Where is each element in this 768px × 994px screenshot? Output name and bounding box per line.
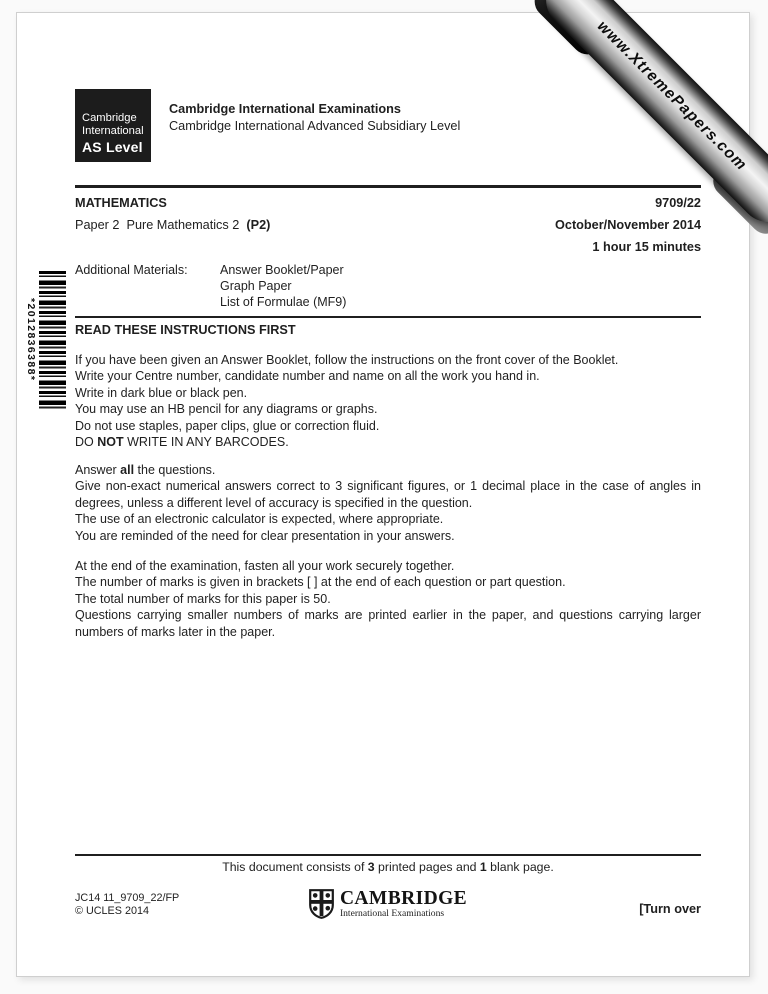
instruction-line [75,462,701,478]
text-segment: printed pages and [374,860,480,874]
materials-item: Answer Booklet/Paper [220,263,344,277]
logo-line-as-level: AS Level [82,139,143,155]
instructions-heading: READ THESE INSTRUCTIONS FIRST [75,323,296,337]
bold-text-segment: 3 [367,860,375,874]
page-count-note [75,860,701,874]
materials-label: Additional Materials: [75,263,188,277]
candidate-barcode [25,270,66,410]
divider-rule-top [75,185,701,188]
instruction-line: The total number of marks for this paper is 50. [75,591,331,606]
instruction-line [75,434,701,450]
instruction-line: Write in dark blue or black pen. [75,385,248,400]
brand-name: CAMBRIDGE [339,888,468,909]
cambridge-as-level-logo [75,89,151,162]
logo-line: Cambridge [82,111,137,124]
turn-over-label: [Turn over [639,902,701,916]
instruction-line: At the end of the examination, fasten all your work securely together. [75,559,455,573]
ribbon-url-text: www.XtremePapers.com [593,17,751,175]
instruction-line: Give non-exact numerical answers correct to 3 significant figures, or 1 decimal place in the case of angles in degrees, unless a different level of accuracy is specified in the question. [75,479,701,510]
instruction-line: If you have been given an Answer Booklet, follow the instructions on the front cover of the Booklet. [75,353,619,367]
text-segment: blank page. [486,860,554,874]
divider-rule-instructions [75,316,701,318]
divider-rule-footer [75,854,701,856]
instruction-line: The use of an electronic calculator is expected, where appropriate. [75,512,444,527]
brand-subtitle: International Examinations [339,908,445,919]
paper-row [75,218,701,233]
materials-item: Graph Paper [220,279,292,294]
instruction-line: Questions carrying smaller numbers of marks are printed earlier in the paper, and questions carrying larger numbers of marks later in the paper. [75,608,701,639]
instruction-line: The number of marks is given in brackets [ ] at the end of each question or part question. [75,575,566,590]
text-segment: Answer [75,463,121,477]
instructions-paragraph-2 [75,462,701,544]
paper-abbreviation: (P2) [246,218,271,232]
materials-item: List of Formulae (MF9) [220,295,347,310]
exam-duration: 1 hour 15 minutes [592,240,701,254]
document-page [16,12,750,977]
text-segment: DO [75,435,98,450]
copyright-notice: © UCLES 2014 [75,904,149,917]
text-segment: the questions. [134,463,216,477]
bold-text-segment: all [120,463,135,477]
paper-title-text: Paper 2 Pure Mathematics 2 [75,218,247,232]
bold-text-segment: NOT [97,435,124,450]
instructions-paragraph-1 [75,352,701,450]
paper-title [75,218,270,233]
subject-name: MATHEMATICS [75,196,167,210]
subject-row [75,196,701,211]
instruction-line: Write your Centre number, candidate number and name on all the work you hand in. [75,369,540,384]
barcode-bars-icon [39,271,66,409]
instruction-line: You may use an HB pencil for any diagrams or graphs. [75,402,378,417]
text-segment: WRITE IN ANY BARCODES. [123,435,289,450]
instruction-line: You are reminded of the need for clear presentation in your answers. [75,528,455,543]
materials-list [220,262,346,311]
logo-line: International [82,125,144,138]
instruction-line: Do not use staples, paper clips, glue or correction fluid. [75,418,380,433]
additional-materials [75,262,701,311]
instructions-paragraph-3 [75,558,701,640]
paper-code: 9709/22 [655,196,701,210]
exam-session: October/November 2014 [555,218,701,232]
barcode-number: *2012836388* [25,298,37,382]
duration-row [75,240,701,255]
organisation-name: Cambridge International Examinations [169,102,401,116]
qualification-level: Cambridge International Advanced Subsidiary Level [169,118,461,133]
text-segment: This document consists of [222,860,368,874]
document-reference: JC14 11_9709_22/FP [75,892,180,904]
organisation-block [169,101,460,134]
bold-text-segment: 1 [479,860,487,874]
